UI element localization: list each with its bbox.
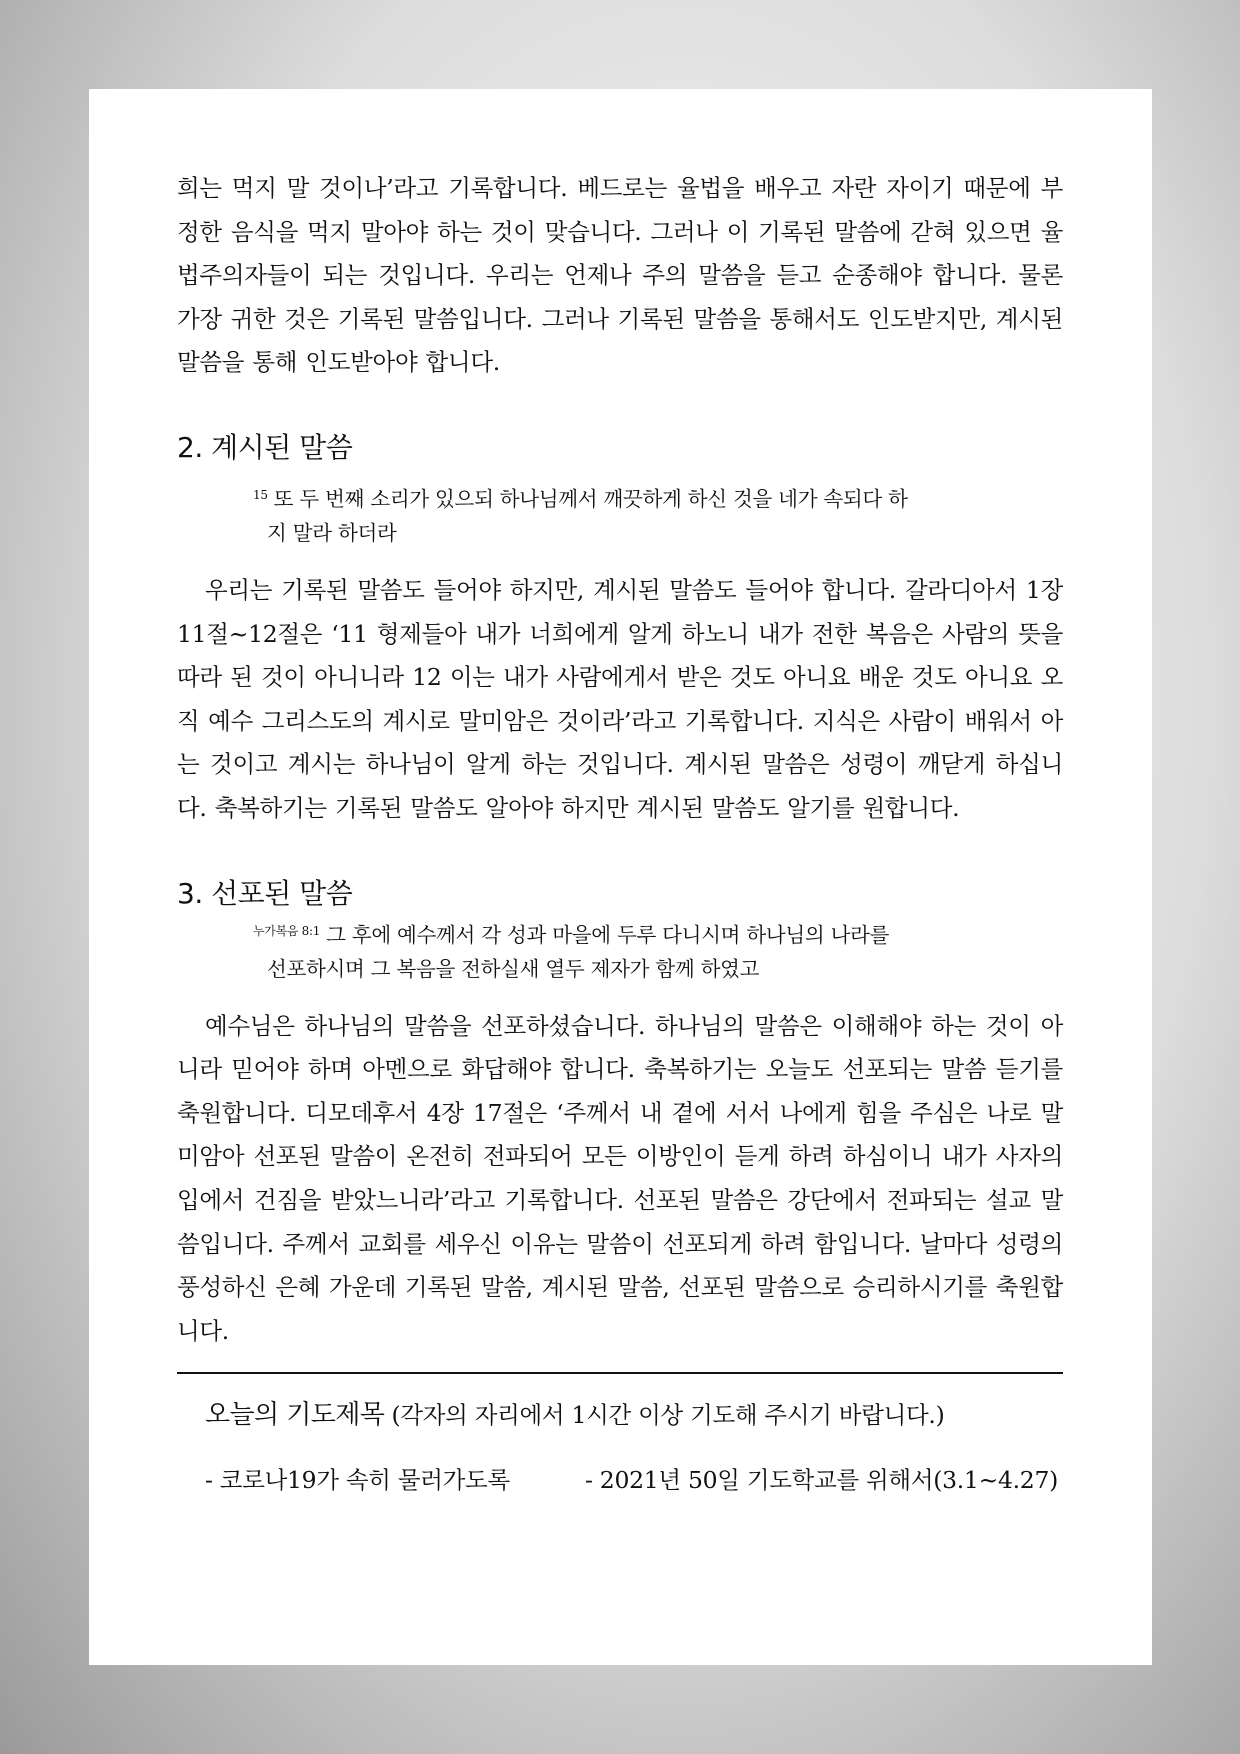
document-page	[89, 89, 1152, 1665]
verse-line-1: 또 두 번째 소리가 있으되 하나님께서 깨끗하게 하신 것을 네가 속되다 하	[273, 486, 908, 511]
section-3-verse	[177, 918, 1063, 986]
section-2-heading: 2. 계시된 말씀	[177, 430, 353, 464]
section-3-body: 예수님은 하나님의 말씀을 선포하셨습니다. 하나님의 말씀은 이해해야 하는 것이 아니라 믿어야 하며 아멘으로 화답해야 합니다. 축복하기는 오늘도 선포되는 말씀 듣기를 축원합니다. 디모데후서 4장 17절은 ‘주께서 내 곁에 서서 나에게 힘을 주심은 나로 말미암아 선포된 말씀이 온전히 전파되어 모든 이방인이 듣게 하려 하심이니 내가 사자의 입에서 건짐을 받았느니라’라고 기록합니다. 선포된 말씀은 강단에서 전파되는 설교 말씀입니다. 주께서 교회를 세우신 이유는 말씀이 선포되게 하려 함입니다. 날마다 성령의 풍성하신 은혜 가운데 기록된 말씀, 계시된 말씀, 선포된 말씀으로 승리하시기를 축원합니다.	[177, 1011, 1063, 1345]
verse-reference: 누가복음 8:1	[253, 923, 321, 938]
prayer-subtitle: (각자의 자리에서 1시간 이상 기도해 주시기 바랍니다.)	[391, 1401, 945, 1430]
divider-line	[177, 1372, 1063, 1374]
section-3-heading: 3. 선포된 말씀	[177, 876, 353, 910]
section-2-verse	[177, 482, 1063, 550]
prayer-items	[177, 1461, 1063, 1495]
prayer-item: - 2021년 50일 기도학교를 위해서(3.1~4.27)	[585, 1466, 1058, 1495]
verse-line-2: 선포하시며 그 복음을 전하실새 열두 제자가 함께 하였고	[267, 956, 760, 981]
verse-reference: 15	[253, 487, 268, 502]
intro-paragraph: 희는 먹지 말 것이나’라고 기록합니다. 베드로는 율법을 배우고 자란 자이기 때문에 부정한 음식을 먹지 말아야 하는 것이 맞습니다. 그러나 이 기록된 말씀에 갇혀 있으면 율법주의자들이 되는 것입니다. 우리는 언제나 주의 말씀을 듣고 순종해야 합니다. 물론 가장 귀한 것은 기록된 말씀입니다. 그러나 기록된 말씀을 통해서도 인도받지만, 계시된 말씀을 통해 인도받아야 합니다.	[177, 174, 1063, 377]
verse-line-1: 그 후에 예수께서 각 성과 마을에 두루 다니시며 하나님의 나라를	[326, 922, 890, 947]
page-content	[177, 167, 1063, 1495]
prayer-item: - 코로나19가 속히 물러가도록	[205, 1466, 510, 1495]
verse-line-2: 지 말라 하더라	[267, 520, 397, 545]
section-2-body: 우리는 기록된 말씀도 들어야 하지만, 계시된 말씀도 들어야 합니다. 갈라디아서 1장 11절~12절은 ‘11 형제들아 내가 너희에게 알게 하노니 내가 전한 복음은 사람의 뜻을 따라 된 것이 아니니라 12 이는 내가 사람에게서 받은 것도 아니요 배운 것도 아니요 오직 예수 그리스도의 계시로 말미암은 것이라’라고 기록합니다. 지식은 사람이 배워서 아는 것이고 계시는 하나님이 알게 하는 것입니다. 계시된 말씀은 성령이 깨닫게 하십니다. 축복하기는 기록된 말씀도 알아야 하지만 계시된 말씀도 알기를 원합니다.	[177, 575, 1063, 822]
prayer-header	[177, 1394, 1063, 1431]
prayer-title: 오늘의 기도제목	[205, 1400, 385, 1431]
